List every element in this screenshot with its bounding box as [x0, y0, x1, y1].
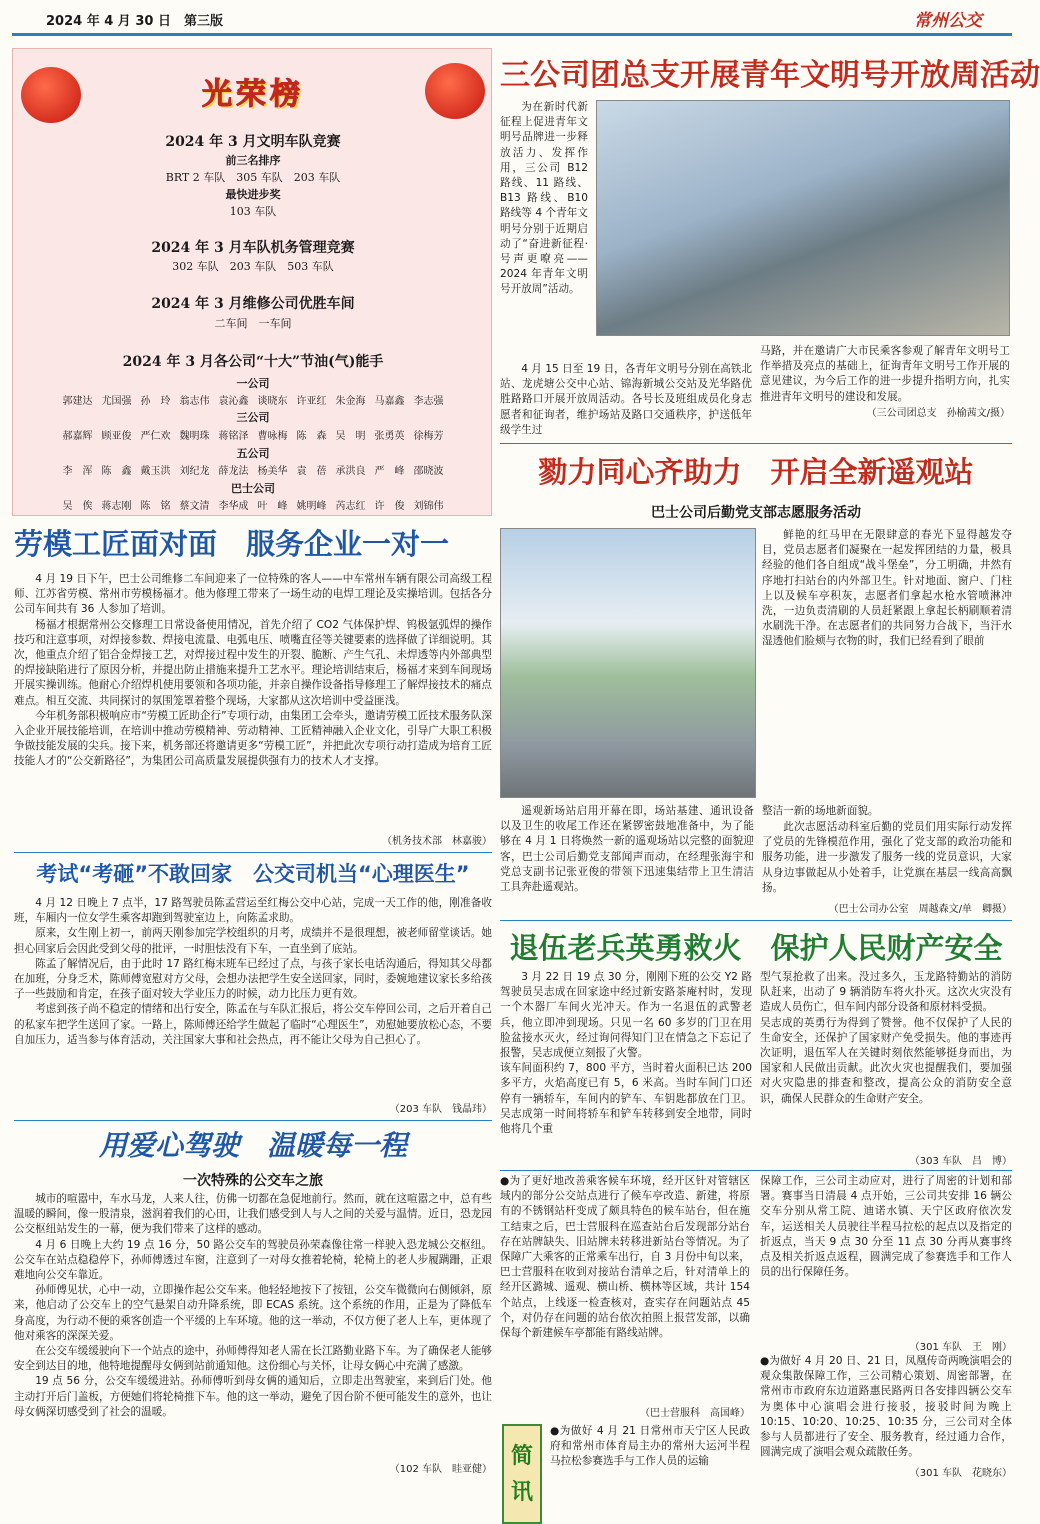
art4-headline: 考试“考砸”不敢回家 公交司机当“心理医生”	[36, 862, 470, 886]
honoree-name: 蔡文清	[179, 501, 210, 512]
brief-4-signature: （301 车队 花晓东）	[909, 1468, 1012, 1479]
honor-roll	[12, 48, 492, 516]
honoree-name: 许 俊	[374, 501, 405, 512]
honoree-name: 吴 俟	[62, 501, 93, 512]
contest1-line2: 103 车队	[229, 205, 277, 218]
honoree-name: 杨美华	[257, 466, 288, 477]
art3-headline: 勠力同心齐助力 开启全新遥观站	[538, 455, 974, 489]
art2-signature: （机务技术部 林嘉骏）	[382, 836, 492, 847]
honoree-name: 曹咏梅	[257, 431, 288, 442]
honoree-name: 谈晓东	[257, 396, 288, 407]
honoree-name: 芮志红	[335, 501, 366, 512]
honoree-name: 李 浑	[62, 466, 93, 477]
art1-signature: （三公司团总支 孙榆茜文/摄）	[866, 408, 1010, 419]
honoree-name: 朱金海	[335, 396, 366, 407]
honoree-name: 李志强	[413, 396, 444, 407]
art5-col1: 3 月 22 日 19 点 30 分，刚刚下班的公交 Y2 路驾驶员吴志成在回家途中经过新安路茶庵村时，发现一个木器厂车间火光冲天。作为一名退伍的武警老兵，他立即冲到现场。只见一名 60 多岁的门卫在用脸盆接水灭火，经过询问得知门卫在情急之下忘记了报警，吴志成便立刻报了火警。 该车间面积约 7，800 平方，当时着火面积已达 200 多平方，火焰高度已有 5，6 米高。当时车间门口还停有一辆轿车，车间内的铲车、车钥匙都放在门卫。吴志成第一时间将轿车和铲车转移到安全地带，同时他将几个重	[500, 971, 752, 1136]
honoree-name: 陈 鑫	[101, 466, 132, 477]
art3-right3: 此次志愿活动科室后勤的党员们用实际行动发挥了党员的先锋模范作用，强化了党支部的政治功能和服务功能，进一步激发了服务一线的党员意识，大家从身边事做起从小处着手，让党旗在基层一线高高飘扬。	[762, 821, 1012, 894]
honoree-name: 孙 玲	[140, 396, 171, 407]
art3-signature: （巴士公司办公室 周越森文/单 卿摄）	[828, 904, 1012, 915]
honoree-name: 李华成	[218, 501, 249, 512]
contest3-title: 2024 年 3 月维修公司优胜车间	[151, 296, 355, 312]
honoree-name: 尤国强	[101, 396, 132, 407]
page-header	[12, 6, 1012, 36]
art5-headline: 退伍老兵英勇救火 保护人民财产安全	[509, 931, 1003, 965]
art3-right: 鲜艳的红马甲在无限肆意的春光下显得越发夺目，党员志愿者们凝聚在一起发挥团结的力量，极具经验的他们各自组成“战斗堡垒”，分工明确，井然有序地打扫站台的内外部卫生。针对地面、窗户、门柱上以及候车亭积灰，志愿者们拿起水枪水管喷淋冲洗，一边负责清刷的人员赶紧跟上拿起长柄刷顺着清水刷洗干净。在志愿者们的共同努力合战下，当汗水湿透他们脸颊与衣物的时，我们已经看到了眼前	[762, 529, 1012, 648]
brief-item-4: ●为做好 4 月 20 日、21 日，凤凰传奇两晚演唱会的观众集散保障工作，三公司精心策划、周密部署，在常州市市政府东边道路惠民路两日各安排四辆公交车为奥体中心演唱会进行接驳，接驳时间为晚上 10:15、10:20、10:25、10:35 分，三公司对全体参与人员都进行了安全、服务教育，经过通力合作，圆满完成了演唱会观众疏散任务。	[760, 1355, 1012, 1459]
brief-1-signature: （巴士营服科 高国峰）	[640, 1408, 750, 1419]
honoree-name: 袁 蓓	[296, 466, 327, 477]
art1-col2: 4 月 15 日至 19 日，各青年文明号分别在高铁北站、龙虎塘公交中心站、锦海新城公交站及光华路优胜路路口开展开放周活动。各号长及班组成员化身志愿者和征询者，维护场站及路口交通秩序，护送低年级学生过	[500, 363, 752, 436]
art6-signature: （102 车队 眭亚健）	[389, 1464, 492, 1475]
honoree-name: 陈 森	[296, 431, 327, 442]
contest4-title: 2024 年 3 月各公司“十大”节油(气)能手	[122, 354, 384, 370]
brief-label: 简 讯	[502, 1424, 542, 1524]
honoree-name: 魏明珠	[179, 431, 210, 442]
honoree-name: 叶 峰	[257, 501, 288, 512]
honoree-name: 郭建达	[62, 396, 93, 407]
art5-signature: （303 车队 吕 博）	[909, 1156, 1012, 1167]
art1-col3: 马路，并在邀请广大市民乘客参观了解青年文明号工作举措及亮点的基础上，征询青年文明号工作开展的意见建议，为今后工作的进一步提升指明方向，扎实推进青年文明号的建设和发展。	[760, 345, 1010, 403]
contest1-sub1: 前三名排序	[225, 154, 281, 167]
art6-headline: 用爱心驾驶 温暖每一程	[98, 1129, 407, 1162]
issue-date: 2024 年 4 月 30 日 第三版	[46, 14, 223, 29]
brief-3-signature: （301 车队 王 刚）	[909, 1342, 1012, 1353]
companybus-names	[13, 497, 493, 512]
art3-left: 遥观新场站启用开幕在即，场站基建、通讯设备以及卫生的收尾工作还在紧锣密鼓地准备中，为了能够在 4 月 1 日将焕然一新的遥观场站以完整的面貌迎客，巴士公司后勤党支部闻声而动，在经理张海宇和党总支副书记张亚俊的带领下迅速集结带上卫生清洁工具奔赴遥观站。	[500, 805, 754, 894]
honoree-name: 陈 铭	[140, 501, 171, 512]
contest2-line: 302 车队 203 车队 503 车队	[172, 260, 334, 273]
honoree-name: 吴 明	[335, 431, 366, 442]
honoree-name: 徐梅芳	[413, 431, 444, 442]
honoree-name: 刘纪龙	[179, 466, 210, 477]
brief-item-1: ●为了更好地改善乘客候车环境，经开区针对管辖区域内的部分公交站点进行了候车亭改造、新建，将原有的不锈钢站杆变成了颇具特色的候车站台，但在施工结束之后，巴士营服科在巡查站台后发现部分站台存在站牌缺失、旧站牌未转移进新站台等情况。为了保障广大乘客的正常乘车出行，自 3 月份中旬以来，巴士营服科在收到对接站台清单之后，针对清单上的经开区潞城、遥观、横山桥、横林等区域，共计 154 个站点，上线逐一检查核对，查实存在问题站点 45 个，对仍存在问题的站台依次拍照上报营发部，以确保每个新建候车亭都能有路线站牌。	[500, 1175, 750, 1340]
art2-body: 4 月 19 日下午，巴士公司维修二车间迎来了一位特殊的客人——中车常州车辆有限公司高级工程师、江苏省劳模、常州市劳模杨福才。他为修理工带来了一场生动的电焊工理论及实操培训。包括各分公司车间共有 36 人参加了培训。 杨福才根据常州公交修理工日常设备使用情况，首先介绍了 CO2 气体保护焊、钨极氩弧焊的操作技巧和注意事项，对焊接参数、焊接电流量、电弧电压、喷嘴直径等关键要素的选择做了详细说明。其次，他重点介绍了铝合金焊接工艺，对焊接过程中发生的开裂、脆断、产生气孔、未焊透等内外部典型的焊接缺陷进行了原因分析，并提出防止措施来提升工艺水平。理论培训结束后，杨福才来到车间现场开展实操训练。他耐心介绍焊机使用要领和各项功能，并亲自操作设备指导修理工了解焊接技术的痛点难点。相互交流、共同探讨的氛围笼罩着整个现场，大家都从这次培训中受益匪浅。 今年机务部积极响应市“劳模工匠助企行”专项行动，由集团工会牵头，邀请劳模工匠技术服务队深入企业开展技能培训，在培训中推动劳模精神、劳动精神、工匠精神融入企业文化，引导广大职工积极争做技能发展的尖兵。接下来，机务部还将邀请更多“劳模工匠”，并把此次专项行动打造成为培育工匠技能人才的“公交新路径”，为集团公司高质量发展提供强有力的技术人才支撑。	[14, 573, 492, 768]
brief-item-2: ●为做好 4 月 21 日常州市天宁区人民政府和常州市体育局主办的常州大运河半程马拉松参赛选手与工作人员的运输	[550, 1425, 750, 1468]
honoree-name: 张勇英	[374, 431, 405, 442]
art3-right2: 整洁一新的场地新面貌。	[762, 805, 879, 817]
honoree-name: 刘锦伟	[413, 501, 444, 512]
honoree-name: 邵晓波	[413, 466, 444, 477]
honoree-name: 薛龙法	[218, 466, 249, 477]
honoree-name: 蒋志刚	[101, 501, 132, 512]
lantern-right-icon	[425, 63, 485, 119]
honoree-name: 戴玉洪	[140, 466, 171, 477]
honoree-name: 袁沁鑫	[218, 396, 249, 407]
art2-headline: 劳模工匠面对面 服务企业一对一	[14, 527, 450, 561]
brief-item-3: 保障工作，三公司主动应对，进行了周密的计划和部署。赛事当日清晨 4 点开始，三公司共安排 16 辆公交车分别从常工院、迪诺水镇、天宁区政府依次发车，运送相关人员驶往半程马拉松的起点以及指定的折返点，当天 9 点 30 分至 11 点 30 分再从赛事终点及相关折返点返程，圆满完成了参赛选手和工作人员的出行保障任务。	[760, 1175, 1012, 1279]
honoree-name: 蒋铭泽	[218, 431, 249, 442]
contest1-line1: BRT 2 车队 305 车队 203 车队	[165, 171, 341, 184]
company3-label: 三公司	[236, 411, 270, 424]
honoree-name: 严 峰	[374, 466, 405, 477]
company1-names	[13, 392, 493, 407]
art6-body: 城市的喧嚣中，车水马龙，人来人往，仿佛一切都在急促地前行。然而，就在这喧嚣之中，总有些温暖的瞬间，像一股清泉，滋润着我们的心田，让我们感受到人与人之间的关爱与温情。近日，恐龙园公交枢纽站发生的一幕，便为我们带来了这样的感动。 4 月 6 日晚上大约 19 点 16 分，50 路公交车的驾驶员孙荣森像往常一样驶入恐龙城公交枢纽。公交车在站点稳稳停下，孙师傅透过车窗，注意到了一对母女推着轮椅，轮椅上的老人步履蹒跚，正艰难地向公交车靠近。 孙师傅见状，心中一动，立即操作起公交车来。他轻轻地按下了按钮，公交车微微向右侧倾斜，原来，他启动了公交车上的空气悬架自动升降系统，即 ECAS 系统。这个系统的作用，正是为了降低车身高度，为行动不便的乘客创造一个平缓的上车环境。他的这一举动，不仅方便了老人上车，更体现了他对乘客的深深关爱。 在公交车缓缓驶向下一个站点的途中，孙师傅得知老人需在长江路勤业路下车。为了确保老人能够安全到达目的地，他特地提醒母女俩到站前通知他。这份细心与关怀，让母女俩心中充满了感激。 19 点 56 分，公交车缓缓进站。孙师傅听到母女俩的通知后，立即走出驾驶室，来到后门处。他主动打开后门盖板，方便她们将轮椅推下车。他的这一举动，避免了因台阶不便可能发生的意外，也让母女俩深切感受到了社会的温暖。	[14, 1193, 492, 1418]
contest3-line: 二车间 一车间	[214, 317, 292, 330]
company3-names	[13, 427, 493, 442]
honoree-name: 严仁欢	[140, 431, 171, 442]
honoree-name: 许亚红	[296, 396, 327, 407]
art1-photo	[596, 100, 1010, 336]
honoree-name: 马嘉鑫	[374, 396, 405, 407]
company5-label: 五公司	[236, 447, 270, 460]
company5-names	[13, 462, 493, 477]
lantern-left-icon	[21, 67, 81, 123]
art3-photo	[500, 528, 756, 798]
companybus-label: 巴士公司	[231, 482, 275, 495]
art4-body: 4 月 12 日晚上 7 点半，17 路驾驶员陈孟营运至红梅公交中心站，完成一天工作的他，刚准备收班，车厢内一位女学生乘客却跑到驾驶室边上，向陈孟求助。 原来，女生刚上初一，前两天刚参加完学校组织的月考，成绩并不是很理想，被老师留堂谈话。她担心回家后会因此受到父母的批评，一时胆怯没有下车，一直坐到了底站。 陈孟了解情况后，由于此时 17 路红梅末班车已经过了点，与孩子家长电话沟通后，得知其父母都在加班，分身乏术，陈师傅宽慰对方父母，会想办法把学生安全送回家，同时，委婉地建议家长多给孩子一些鼓励和肯定，在孩子面对较大学业压力的时候，动力比压力更有效。 考虑到孩子尚不稳定的情绪和出行安全，陈孟在与车队汇报后，将公交车停回公司，之后开着自己的私家车把学生送回了家。一路上，陈师傅还给学生做起了临时“心理医生”，劝慰她要放松心态，不要自加压力，适当参与体育活动，关注国家大事和社会热点，再不能让父母为自己担心了。	[14, 897, 492, 1046]
art5-col2: 型气泵抢救了出来。没过多久，玉龙路特勤站的消防队赶来，出动了 9 辆消防车将火扑灭。这次火灾没有造成人员伤亡，但车间内部分设备和原材料受损。 吴志成的英勇行为得到了赞誉。他不仅保护了人民的生命安全，还保护了国家财产免受损失。他的事迹再次证明，退伍军人在关键时刻依然能够挺身而出，为国家和人民做出贡献。此次火灾也提醒我们，要加强对火灾隐患的排查和整改，提高公众的消防安全意识，确保人民群众的生命财产安全。	[760, 971, 1012, 1105]
honoree-name: 郝嘉辉	[62, 431, 93, 442]
honor-title: 光荣榜	[202, 77, 304, 112]
newspaper-logo: 常州公交	[914, 11, 982, 31]
company1-label: 一公司	[236, 377, 270, 390]
honoree-name: 顾亚俊	[101, 431, 132, 442]
art6-subhead: 一次特殊的公交车之旅	[183, 1173, 323, 1189]
contest1-title: 2024 年 3 月文明车队竞赛	[165, 134, 341, 150]
contest2-title: 2024 年 3 月车队机务管理竞赛	[151, 240, 355, 256]
honoree-name: 翁志伟	[179, 396, 210, 407]
art4-signature: （203 车队 钱晶玮）	[389, 1104, 492, 1115]
contest1-sub2: 最快进步奖	[225, 188, 281, 201]
art3-subhead: 巴士公司后勤党支部志愿服务活动	[651, 505, 861, 521]
art1-headline: 三公司团总支开展青年文明号开放周活动	[500, 58, 1040, 93]
art1-col1: 为在新时代新征程上促进青年文明号品牌进一步释放活力、发挥作用，三公司 B12 路线、11 路线、B13 路线、B10 路线等 4 个青年文明号分别于近期启动了“奋进新征程·号声更嘹亮——2024 年青年文明号开放周”活动。	[500, 101, 588, 296]
honoree-name: 姚明峰	[296, 501, 327, 512]
honoree-name: 承洪良	[335, 466, 366, 477]
